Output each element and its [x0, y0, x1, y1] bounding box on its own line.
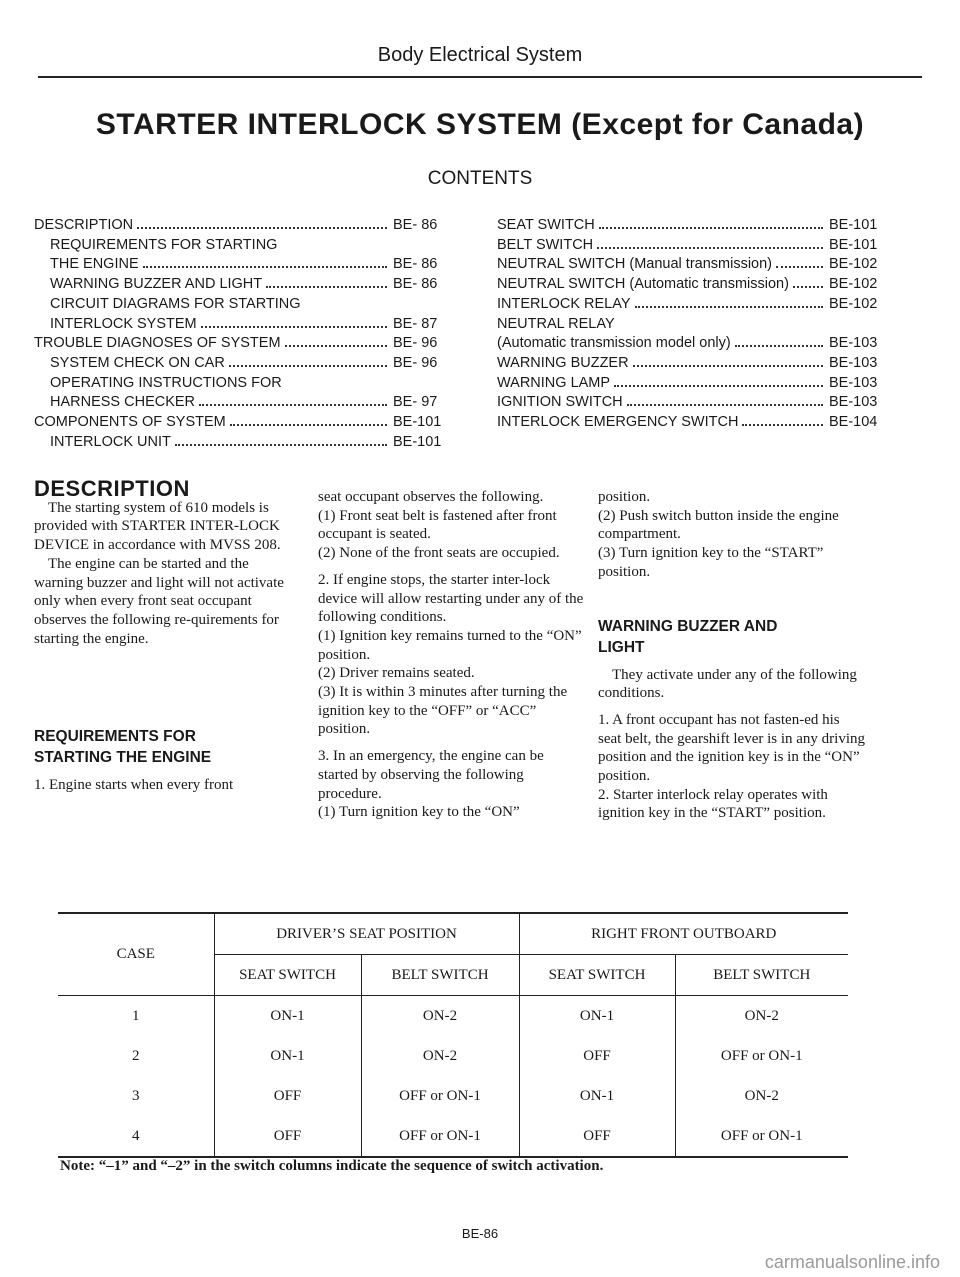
body-column-3	[598, 488, 866, 823]
table-cell: ON-2	[361, 1036, 519, 1076]
table-cell: ON-2	[744, 1087, 779, 1104]
section-heading-description: DESCRIPTION	[34, 476, 190, 501]
toc-entry	[497, 393, 878, 413]
toc-entry-label: WARNING LAMP	[497, 374, 611, 391]
table-cell-case: 2	[58, 1036, 214, 1076]
toc-leader-dots	[776, 266, 823, 268]
toc-entry-page: BE- 96	[393, 354, 438, 371]
toc-entry-page: BE- 86	[393, 276, 438, 293]
toc-entry-page: BE-103	[829, 335, 878, 352]
toc-entry	[497, 354, 878, 374]
table-subheader: BELT SWITCH	[361, 955, 519, 996]
toc-entry-label: WARNING BUZZER	[497, 354, 629, 371]
toc-entry-label: INTERLOCK RELAY	[497, 295, 631, 312]
table-header-driver: DRIVER’S SEAT POSITION	[214, 913, 519, 955]
body-column-2	[318, 488, 586, 822]
page-title: STARTER INTERLOCK SYSTEM (Except for Canada)	[95, 108, 865, 141]
table-cell: OFF or ON-1	[720, 1047, 803, 1064]
toc-leader-dots	[199, 404, 387, 406]
toc-right-column	[497, 216, 878, 433]
toc-leader-dots	[266, 286, 387, 288]
toc-leader-dots	[230, 424, 387, 426]
toc-entry	[497, 334, 878, 354]
table-cell: ON-1	[519, 996, 675, 1037]
toc-leader-dots	[627, 404, 823, 406]
toc-entry	[497, 374, 878, 394]
table-cell: ON-2	[361, 996, 519, 1037]
section-heading-warning-line2: LIGHT	[598, 638, 645, 656]
list-item: (3) Turn ignition key to the “START” position.	[598, 545, 824, 580]
toc-entry-label: NEUTRAL SWITCH (Manual transmission)	[497, 256, 773, 273]
toc-entry	[34, 433, 449, 453]
list-item: (3) It is within 3 minutes after turning the ignition key to the “OFF” or “ACC” position.	[318, 684, 568, 738]
section-heading-requirements-line2: STARTING THE ENGINE	[34, 749, 212, 767]
list-item: (2) Driver remains seated.	[318, 665, 475, 682]
toc-leader-dots	[614, 385, 823, 387]
table-cell: ON-1	[519, 1076, 675, 1116]
toc-entry	[497, 236, 878, 256]
toc-entry	[34, 275, 449, 295]
table-cell-case: 1	[58, 996, 214, 1037]
toc-entry-page: BE-102	[829, 295, 878, 312]
list-item: (2) Push switch button inside the engine compartment.	[598, 507, 839, 543]
table-cell: ON-2	[675, 996, 848, 1037]
section-heading-requirements: REQUIREMENTS FOR	[34, 728, 196, 746]
paragraph: seat occupant observes the following.	[318, 489, 544, 505]
toc-entry-page: BE- 87	[393, 315, 438, 332]
toc-entry: NEUTRAL RELAY	[497, 315, 615, 332]
table-note: Note: “–1” and “–2” in the switch columns indicate the sequence of switch activation.	[60, 1158, 604, 1174]
toc-entry	[497, 216, 878, 236]
toc-leader-dots	[229, 365, 387, 367]
toc-leader-dots	[599, 227, 823, 229]
table-cell: OFF	[519, 1036, 675, 1076]
toc-leader-dots	[742, 424, 823, 426]
watermark: carmanualsonline.info	[764, 1252, 940, 1272]
toc-entry-page: BE-104	[829, 414, 878, 431]
toc-entry-page: BE- 96	[393, 335, 438, 352]
toc-leader-dots	[633, 365, 823, 367]
section-heading-warning: WARNING BUZZER AND	[598, 617, 778, 635]
table-row	[58, 996, 848, 1037]
toc-entry-label: INTERLOCK EMERGENCY SWITCH	[497, 414, 739, 431]
table-header-right-front: RIGHT FRONT OUTBOARD	[519, 913, 848, 955]
table-cell: ON-1	[214, 996, 361, 1037]
toc-left-column	[34, 216, 449, 452]
toc-entry	[34, 216, 449, 236]
list-item: 2. If engine stops, the starter inter-lock device will allow restarting under any of the following conditions.	[318, 571, 584, 626]
toc-leader-dots	[635, 306, 824, 308]
paragraph: The starting system of 610 models is provided with STARTER INTER-LOCK DEVICE in accordance with MVSS 208.	[34, 499, 281, 554]
toc-entry: CIRCUIT DIAGRAMS FOR STARTING	[50, 295, 301, 312]
toc-entry-page: BE-101	[393, 433, 442, 450]
list-item: 3. In an emergency, the engine can be started by observing the following procedure.	[318, 748, 544, 802]
table-row	[58, 1076, 848, 1116]
body-column-1	[34, 476, 296, 795]
toc-leader-dots	[201, 326, 387, 328]
table-cell: OFF or ON-1	[675, 1116, 848, 1157]
table-row	[58, 1116, 848, 1157]
table-subheader: BELT SWITCH	[713, 966, 811, 983]
toc-entry	[34, 315, 449, 335]
toc-entry	[497, 413, 878, 433]
toc-entry-label: INTERLOCK UNIT	[50, 433, 171, 450]
table-cell-case: 4	[58, 1116, 214, 1157]
toc-entry-page: BE-101	[829, 217, 878, 233]
list-item: (1) Turn ignition key to the “ON”	[318, 804, 520, 821]
toc-entry	[34, 354, 449, 374]
toc-entry	[34, 255, 449, 275]
toc-entry	[34, 413, 449, 433]
toc-entry-page: BE-103	[829, 354, 878, 371]
toc-entry: OPERATING INSTRUCTIONS FOR	[50, 374, 282, 391]
toc-entry-page: BE- 86	[393, 256, 438, 273]
toc-leader-dots	[793, 286, 823, 288]
paragraph: position.	[598, 489, 651, 505]
toc-entry-label: COMPONENTS OF SYSTEM	[34, 414, 226, 431]
table-subheader: SEAT SWITCH	[214, 955, 361, 996]
contents-heading: CONTENTS	[427, 168, 533, 189]
table-row	[58, 1036, 848, 1076]
toc-entry	[497, 295, 878, 315]
table-cell: OFF or ON-1	[361, 1116, 519, 1157]
table-cell: OFF or ON-1	[361, 1076, 519, 1116]
toc-leader-dots	[175, 444, 387, 446]
table-cell: OFF	[214, 1116, 361, 1157]
table-cell: OFF	[214, 1076, 361, 1116]
running-header: Body Electrical System	[377, 44, 583, 66]
switch-sequence-table	[58, 912, 848, 1158]
toc-entry	[34, 334, 449, 354]
toc-entry-label: NEUTRAL SWITCH (Automatic transmission)	[497, 276, 789, 293]
list-item: (1) Ignition key remains turned to the “ON” position.	[318, 627, 582, 663]
toc-entry-label: THE ENGINE	[50, 256, 139, 273]
toc-entry-label: SEAT SWITCH	[497, 217, 595, 233]
page-number: BE-86	[461, 1226, 499, 1241]
toc-entry-label: WARNING BUZZER AND LIGHT	[50, 276, 263, 293]
toc-entry-page: BE-102	[829, 276, 878, 293]
toc-leader-dots	[143, 266, 387, 268]
toc-entry-page: BE-103	[829, 374, 878, 391]
toc-entry-label: SYSTEM CHECK ON CAR	[50, 354, 225, 371]
table-cell-case: 3	[58, 1076, 214, 1116]
list-item: 1. Engine starts when every front	[34, 777, 234, 794]
paragraph: The engine can be started and the warning buzzer and light will not activate only when every front seat occupant observes the following re-quirements for starting the engine.	[34, 555, 284, 647]
toc-entry-page: BE- 86	[393, 217, 438, 233]
toc-entry	[497, 255, 878, 275]
toc-leader-dots	[137, 227, 387, 229]
toc-entry: REQUIREMENTS FOR STARTING	[50, 236, 278, 253]
toc-entry-label: DESCRIPTION	[34, 217, 134, 233]
table-cell: ON-1	[214, 1036, 361, 1076]
header-rule	[38, 76, 922, 78]
toc-entry-label: IGNITION SWITCH	[497, 394, 623, 411]
toc-leader-dots	[735, 345, 823, 347]
list-item: 1. A front occupant has not fasten-ed his seat belt, the gearshift lever is in any driving position and the ignition key is in the “ON” position.	[598, 711, 866, 785]
toc-entry	[497, 275, 878, 295]
toc-entry-page: BE-101	[829, 236, 878, 253]
toc-entry	[34, 393, 449, 413]
toc-entry-label: HARNESS CHECKER	[50, 394, 196, 411]
toc-entry-label: INTERLOCK SYSTEM	[50, 315, 197, 332]
table-cell: OFF	[519, 1116, 675, 1157]
list-item: (1) Front seat belt is fastened after front occupant is seated.	[318, 507, 557, 543]
toc-entry-page: BE- 97	[393, 394, 438, 411]
toc-leader-dots	[285, 345, 387, 347]
list-item: (2) None of the front seats are occupied.	[318, 545, 560, 562]
paragraph: They activate under any of the following conditions.	[598, 666, 857, 702]
table-header-case: CASE	[58, 913, 214, 996]
toc-entry-page: BE-101	[393, 414, 442, 431]
table-subheader: SEAT SWITCH	[519, 955, 675, 996]
toc-entry-page: BE-102	[829, 256, 878, 273]
toc-entry-label: BELT SWITCH	[497, 236, 594, 253]
toc-leader-dots	[597, 247, 823, 249]
list-item: 2. Starter interlock relay operates with ignition key in the “START” position.	[598, 786, 828, 822]
toc-entry-label: TROUBLE DIAGNOSES OF SYSTEM	[34, 335, 281, 352]
toc-entry-page: BE-103	[829, 394, 878, 411]
toc-entry-label: (Automatic transmission model only)	[497, 335, 731, 352]
